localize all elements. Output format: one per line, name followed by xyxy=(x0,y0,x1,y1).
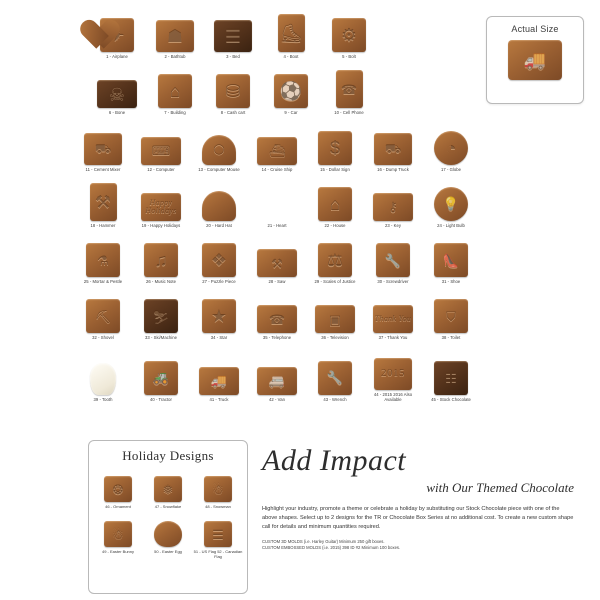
shape-label: 40 - Tractor xyxy=(149,396,172,402)
shape-cell-35[interactable] xyxy=(248,287,306,340)
bed-icon xyxy=(214,20,252,52)
shape-thumb xyxy=(156,6,194,52)
shape-cell-40[interactable] xyxy=(132,349,190,402)
shape-thumb xyxy=(332,6,366,52)
shape-thumb xyxy=(141,119,181,165)
shape-cell-22[interactable] xyxy=(306,175,364,228)
shape-thumb xyxy=(257,287,297,333)
shape-cell-30[interactable] xyxy=(364,231,422,284)
holiday-cell-48[interactable] xyxy=(193,468,243,509)
shape-thumb xyxy=(434,287,468,333)
shape-thumb xyxy=(260,175,294,221)
shape-label: 1 - Airplane xyxy=(106,54,128,59)
year-2015-icon xyxy=(374,358,412,390)
promo-body-text: Highlight your industry, promote a theme or celebrate a holiday by substituting our Stock Chocolate piece with one of the above shapes. Select up to 2 designs for the TR or Chocolate Box Series at no additional cost. To create a new custom shape call for details and minimum quantities required. xyxy=(262,506,574,531)
shape-label: 36 - Television xyxy=(321,335,349,341)
shape-thumb xyxy=(318,231,352,277)
shape-label: 32 - Shovel xyxy=(92,335,114,341)
shape-cell-11[interactable] xyxy=(74,119,132,172)
music-note-icon xyxy=(144,243,178,277)
actual-size-title: Actual Size xyxy=(511,24,559,34)
shape-label: 22 - House xyxy=(324,222,346,228)
emboss-glyph: ⌨ xyxy=(151,143,171,158)
shape-label: 4 - Boot xyxy=(283,54,299,59)
shape-cell-41[interactable] xyxy=(190,349,248,402)
star-icon xyxy=(202,299,236,333)
grid-row xyxy=(74,175,526,228)
shape-cell-3[interactable] xyxy=(204,6,262,59)
shape-thumb xyxy=(202,119,236,165)
emboss-glyph: 🔧 xyxy=(384,252,402,268)
shape-thumb xyxy=(434,175,468,221)
shape-cell-42[interactable] xyxy=(248,349,306,402)
holiday-designs-box xyxy=(88,440,248,594)
emboss-glyph: ☎ xyxy=(268,311,286,327)
holiday-cell-51[interactable] xyxy=(193,513,243,559)
shape-label: 25 - Mortar & Pestle xyxy=(83,279,123,284)
shape-cell-21[interactable] xyxy=(248,175,306,228)
emboss-glyph: ⛟ xyxy=(94,141,112,156)
happy-holidays-icon xyxy=(141,193,181,221)
shape-cell-5[interactable] xyxy=(320,6,378,59)
emboss-glyph: ⛸ xyxy=(279,23,303,43)
shape-thumb xyxy=(141,175,181,221)
saw-icon xyxy=(257,249,297,277)
shape-cell-43[interactable] xyxy=(306,349,364,402)
shape-thumb xyxy=(374,344,412,390)
emboss-glyph: Thank You xyxy=(374,314,412,324)
tooth-icon xyxy=(90,363,116,395)
emboss-glyph: ⛷ xyxy=(152,308,170,324)
shape-cell-17[interactable] xyxy=(422,119,480,172)
holiday-row xyxy=(89,468,247,509)
holiday-cell-49[interactable] xyxy=(93,513,143,559)
shape-cell-32[interactable] xyxy=(74,287,132,340)
shape-thumb xyxy=(86,287,120,333)
shoe-icon xyxy=(434,243,468,277)
shape-thumb xyxy=(318,349,352,395)
shape-cell-28[interactable] xyxy=(248,231,306,284)
shape-label: 26 - Music Note xyxy=(145,279,177,284)
dollar-sign-icon xyxy=(318,131,352,165)
heart-icon xyxy=(260,191,294,221)
emboss-glyph: ☠ xyxy=(108,84,126,105)
shape-label: 42 - Van xyxy=(269,396,285,402)
shape-label: 43 - Wrench xyxy=(323,396,347,402)
emboss-glyph xyxy=(202,191,236,221)
shape-cell-12[interactable] xyxy=(132,119,190,172)
shape-label: 29 - Scales of Justice xyxy=(314,279,356,284)
shape-label: 34 - Star xyxy=(210,335,228,341)
emboss-glyph xyxy=(154,521,182,547)
cell-phone-icon xyxy=(336,70,363,108)
shape-cell-10[interactable] xyxy=(320,62,378,115)
shape-thumb xyxy=(204,468,232,502)
shape-thumb xyxy=(434,119,468,165)
shape-thumb xyxy=(318,175,352,221)
shape-thumb xyxy=(257,349,297,395)
emboss-glyph: ▣ xyxy=(328,311,342,327)
shape-cell-13[interactable] xyxy=(190,119,248,172)
shape-thumb xyxy=(90,349,116,395)
shape-label: 35 - Telephone xyxy=(262,335,292,341)
shape-thumb xyxy=(202,231,236,277)
shape-label: 17 - Globe xyxy=(440,166,462,172)
shape-label: 6 - Bone xyxy=(108,110,126,116)
shape-cell-15[interactable] xyxy=(306,119,364,172)
shape-label: 23 - Key xyxy=(385,222,401,228)
promo-fine-print-2: CUSTOM EMBOSSED MOLDS (i.e. 2015) 398 ID #2 Minimum 100 boxes. xyxy=(262,544,401,550)
shape-label: 41 - Truck xyxy=(209,396,229,402)
holiday-designs-title: Holiday Designs xyxy=(122,448,214,463)
emboss-glyph: ⚒ xyxy=(271,255,283,271)
shape-thumb xyxy=(318,119,352,165)
shape-cell-23[interactable] xyxy=(364,175,422,228)
building-icon xyxy=(158,74,192,108)
shape-cell-27[interactable] xyxy=(190,231,248,284)
snowflake-icon xyxy=(154,476,182,502)
emboss-glyph: ☰ xyxy=(224,26,242,46)
emboss-glyph: ⚷ xyxy=(388,199,398,215)
emboss-glyph: ⌂ xyxy=(169,81,181,102)
key-icon xyxy=(373,193,413,221)
grid-row xyxy=(74,287,526,340)
shape-label: 10 - Cell Phone xyxy=(334,110,364,116)
shape-thumb xyxy=(104,513,132,547)
shape-cell-9[interactable] xyxy=(262,62,320,115)
shape-label: 16 - Dump Truck xyxy=(377,166,409,172)
shape-label: 49 - Easter Bunny xyxy=(101,549,135,554)
shape-label: 48 - Snowman xyxy=(205,504,231,509)
chocolate-shape-grid xyxy=(74,6,526,405)
shape-thumb xyxy=(158,62,192,108)
emboss-glyph: ⌂ xyxy=(329,193,341,214)
shape-label: 51 - US Flag 52 - Canadian Flag xyxy=(193,549,243,559)
shape-thumb xyxy=(144,287,178,333)
easter-bunny-icon xyxy=(104,521,132,547)
easter-egg-icon xyxy=(154,521,182,547)
emboss-glyph: 🚐 xyxy=(268,373,286,389)
shape-label: 20 - Hard Hat xyxy=(206,222,232,228)
van-icon xyxy=(257,367,297,395)
holiday-cell-50[interactable] xyxy=(143,513,193,559)
shape-label: 50 - Easter Egg xyxy=(154,549,182,554)
holiday-cell-46[interactable] xyxy=(93,468,143,509)
shape-thumb xyxy=(374,119,412,165)
emboss-glyph: ★ xyxy=(210,306,228,327)
shape-cell-14[interactable] xyxy=(248,119,306,172)
emboss-glyph: 🔧 xyxy=(326,370,344,386)
shape-thumb xyxy=(204,513,232,547)
ski-machine-icon xyxy=(144,299,178,333)
emboss-glyph: ⛉ xyxy=(446,308,456,324)
actual-size-box xyxy=(486,16,584,104)
shape-thumb xyxy=(336,62,363,108)
shape-label: 33 - Ski/Machine xyxy=(145,335,177,341)
shape-label: 44 - 2015 2016 Also Available xyxy=(373,391,413,402)
shape-cell-7[interactable] xyxy=(146,62,204,115)
cement-mixer-icon xyxy=(84,133,122,165)
holiday-row xyxy=(89,513,247,559)
emboss-glyph: ⛁ xyxy=(225,81,241,102)
truck-icon xyxy=(508,40,562,80)
emboss-glyph: ☷ xyxy=(445,370,457,386)
promo-block xyxy=(262,444,580,551)
computer-mouse-icon xyxy=(202,135,236,165)
emboss-glyph: ⚗ xyxy=(97,252,109,268)
toilet-icon xyxy=(434,299,468,333)
shape-thumb xyxy=(257,119,297,165)
shape-thumb xyxy=(214,6,252,52)
shape-thumb xyxy=(97,62,137,108)
emboss-glyph: 2015 xyxy=(381,367,405,379)
shovel-icon xyxy=(86,299,120,333)
emboss-glyph: ☗ xyxy=(166,26,184,46)
shape-cell-44[interactable] xyxy=(364,344,422,403)
emboss-glyph: ❖ xyxy=(210,250,228,270)
shape-thumb xyxy=(373,175,413,221)
shape-label: 8 - Cash cart xyxy=(220,110,246,116)
wrench-icon xyxy=(318,361,352,395)
car-icon xyxy=(274,74,308,108)
emboss-glyph: 🚚 xyxy=(210,373,228,389)
shape-cell-45[interactable] xyxy=(422,349,480,402)
cruise-ship-icon xyxy=(257,137,297,165)
grid-row xyxy=(74,119,526,172)
shape-cell-29[interactable] xyxy=(306,231,364,284)
telephone-icon xyxy=(257,305,297,333)
emboss-glyph: Happy Holidays xyxy=(145,197,177,215)
emboss-glyph: ⛟ xyxy=(384,141,402,156)
emboss-glyph: ☰ xyxy=(212,526,224,542)
scales-of-justice-icon xyxy=(318,243,352,277)
shape-cell-33[interactable] xyxy=(132,287,190,340)
shape-cell-20[interactable] xyxy=(190,175,248,228)
grid-row xyxy=(74,231,526,284)
emboss-glyph: ◯ xyxy=(213,143,225,155)
emboss-glyph: 👠 xyxy=(442,252,460,268)
emboss-glyph: ⛏ xyxy=(94,308,112,324)
emboss-glyph: ❂ xyxy=(112,481,124,497)
shape-label: 14 - Cruise Ship xyxy=(261,166,293,172)
tractor-icon xyxy=(144,361,178,395)
promo-fine-print-1: CUSTOM 3D MOLDS (i.e. Harley Guitar) Minimum 250 gift boxes. xyxy=(262,538,385,544)
shape-label: 30 - Screwdriver xyxy=(377,279,409,284)
emboss-glyph: ⚽ xyxy=(279,81,303,102)
ornament-icon xyxy=(104,476,132,502)
cash-cart-icon xyxy=(216,74,250,108)
shape-label: 3 - Bed xyxy=(226,54,240,59)
shape-label: 11 - Cement Mixer xyxy=(85,166,121,172)
screwdriver-icon xyxy=(376,243,410,277)
emboss-glyph: ✈ xyxy=(109,25,125,45)
shape-label: 45 - Stock Chocolate xyxy=(431,396,471,402)
shape-label: 46 - Ornament xyxy=(105,504,131,509)
us-flag-icon xyxy=(204,521,232,547)
shape-thumb xyxy=(144,349,178,395)
shape-label: 7 - Building xyxy=(164,110,186,116)
shape-label: 18 - Hammer xyxy=(90,222,116,228)
shape-cell-6[interactable] xyxy=(88,62,146,115)
shape-label: 27 - Puzzle Piece xyxy=(202,279,236,284)
stock-chocolate-icon xyxy=(434,361,468,395)
emboss-glyph: ⚙ xyxy=(340,25,358,45)
shape-label: 28 - Saw xyxy=(268,279,286,284)
shape-cell-26[interactable] xyxy=(132,231,190,284)
promo-title: Add Impact xyxy=(262,444,407,477)
shape-label: 2 - Bathtub xyxy=(164,54,186,59)
shape-label: 47 - Snowflake xyxy=(154,504,182,509)
emboss-glyph: 💡 xyxy=(442,196,460,212)
shape-label: 24 - Light Bulb xyxy=(437,222,465,228)
shape-thumb xyxy=(154,468,182,502)
bathtub-icon xyxy=(156,20,194,52)
shape-cell-37[interactable] xyxy=(364,287,422,340)
promo-subtitle: with Our Themed Chocolate xyxy=(426,480,574,495)
shape-thumb xyxy=(373,287,413,333)
emboss-glyph: ❅ xyxy=(162,481,174,497)
shape-cell-36[interactable] xyxy=(306,287,364,340)
grid-row xyxy=(74,6,526,59)
shape-cell-8[interactable] xyxy=(204,62,262,115)
truck-icon xyxy=(199,367,239,395)
emboss-glyph: ☃ xyxy=(112,526,124,542)
shape-thumb xyxy=(315,287,355,333)
shape-thumb xyxy=(154,513,182,547)
shape-thumb xyxy=(376,231,410,277)
emboss-glyph: ◔ xyxy=(445,137,457,158)
emboss-glyph: ⚒ xyxy=(94,191,112,212)
emboss-glyph: 🚚 xyxy=(523,50,547,70)
mortar-pestle-icon xyxy=(86,243,120,277)
shape-label: 31 - Shoe xyxy=(441,279,461,284)
grid-row xyxy=(74,344,526,403)
shape-label: 15 - Dollar Sign xyxy=(320,166,350,172)
shape-thumb xyxy=(202,175,236,221)
shape-label: 19 - Happy Holidays xyxy=(141,222,181,228)
shape-cell-4[interactable] xyxy=(262,6,320,59)
emboss-glyph: ⚖ xyxy=(326,250,344,270)
shape-thumb xyxy=(90,175,117,221)
shape-thumb xyxy=(144,231,178,277)
television-icon xyxy=(315,305,355,333)
hard-hat-icon xyxy=(202,191,236,221)
shape-cell-24[interactable] xyxy=(422,175,480,228)
shape-cell-31[interactable] xyxy=(422,231,480,284)
shape-label: 12 - Computer xyxy=(147,166,175,172)
shape-label: 5 - Bolt xyxy=(342,54,356,59)
shape-thumb xyxy=(199,349,239,395)
shape-cell-39[interactable] xyxy=(74,349,132,402)
snowman-icon xyxy=(204,476,232,502)
shape-cell-2[interactable] xyxy=(146,6,204,59)
emboss-glyph: ☃ xyxy=(212,481,224,497)
emboss-glyph: $ xyxy=(329,137,340,158)
puzzle-piece-icon xyxy=(202,243,236,277)
house-icon xyxy=(318,187,352,221)
shape-label: 9 - Car xyxy=(284,110,298,116)
holiday-cell-47[interactable] xyxy=(143,468,193,509)
shape-thumb xyxy=(434,349,468,395)
shape-cell-18[interactable] xyxy=(74,175,132,228)
shape-cell-38[interactable] xyxy=(422,287,480,340)
bone-icon xyxy=(97,80,137,108)
grid-row xyxy=(74,62,526,115)
emboss-glyph: ⛴ xyxy=(268,143,286,158)
bolt-icon xyxy=(332,18,366,52)
shape-label: 38 - Toilet xyxy=(441,335,461,341)
light-bulb-icon xyxy=(434,187,468,221)
shape-thumb xyxy=(104,468,132,502)
shape-thumb xyxy=(274,62,308,108)
shape-label: 21 - Heart xyxy=(267,222,287,228)
shape-cell-16[interactable] xyxy=(364,119,422,172)
shape-thumb xyxy=(86,231,120,277)
hammer-icon xyxy=(90,183,117,221)
thank-you-icon xyxy=(373,305,413,333)
shape-label: 39 - Tooth xyxy=(93,396,113,402)
shape-cell-25[interactable] xyxy=(74,231,132,284)
boot-icon xyxy=(278,14,305,52)
shape-cell-34[interactable] xyxy=(190,287,248,340)
dump-truck-icon xyxy=(374,133,412,165)
shape-label: 37 - Thank You xyxy=(378,335,408,341)
shape-thumb xyxy=(278,6,305,52)
computer-icon xyxy=(141,137,181,165)
shape-thumb xyxy=(84,119,122,165)
shape-cell-19[interactable] xyxy=(132,175,190,228)
shape-thumb xyxy=(434,231,468,277)
shape-label: 13 - Computer Mouse xyxy=(198,166,240,172)
emboss-glyph: 🚜 xyxy=(152,370,170,386)
shape-thumb xyxy=(257,231,297,277)
emboss-glyph: ♫ xyxy=(154,250,168,270)
emboss-glyph: ☎ xyxy=(340,81,358,97)
shape-thumb xyxy=(216,62,250,108)
shape-thumb xyxy=(202,287,236,333)
globe-icon xyxy=(434,131,468,165)
